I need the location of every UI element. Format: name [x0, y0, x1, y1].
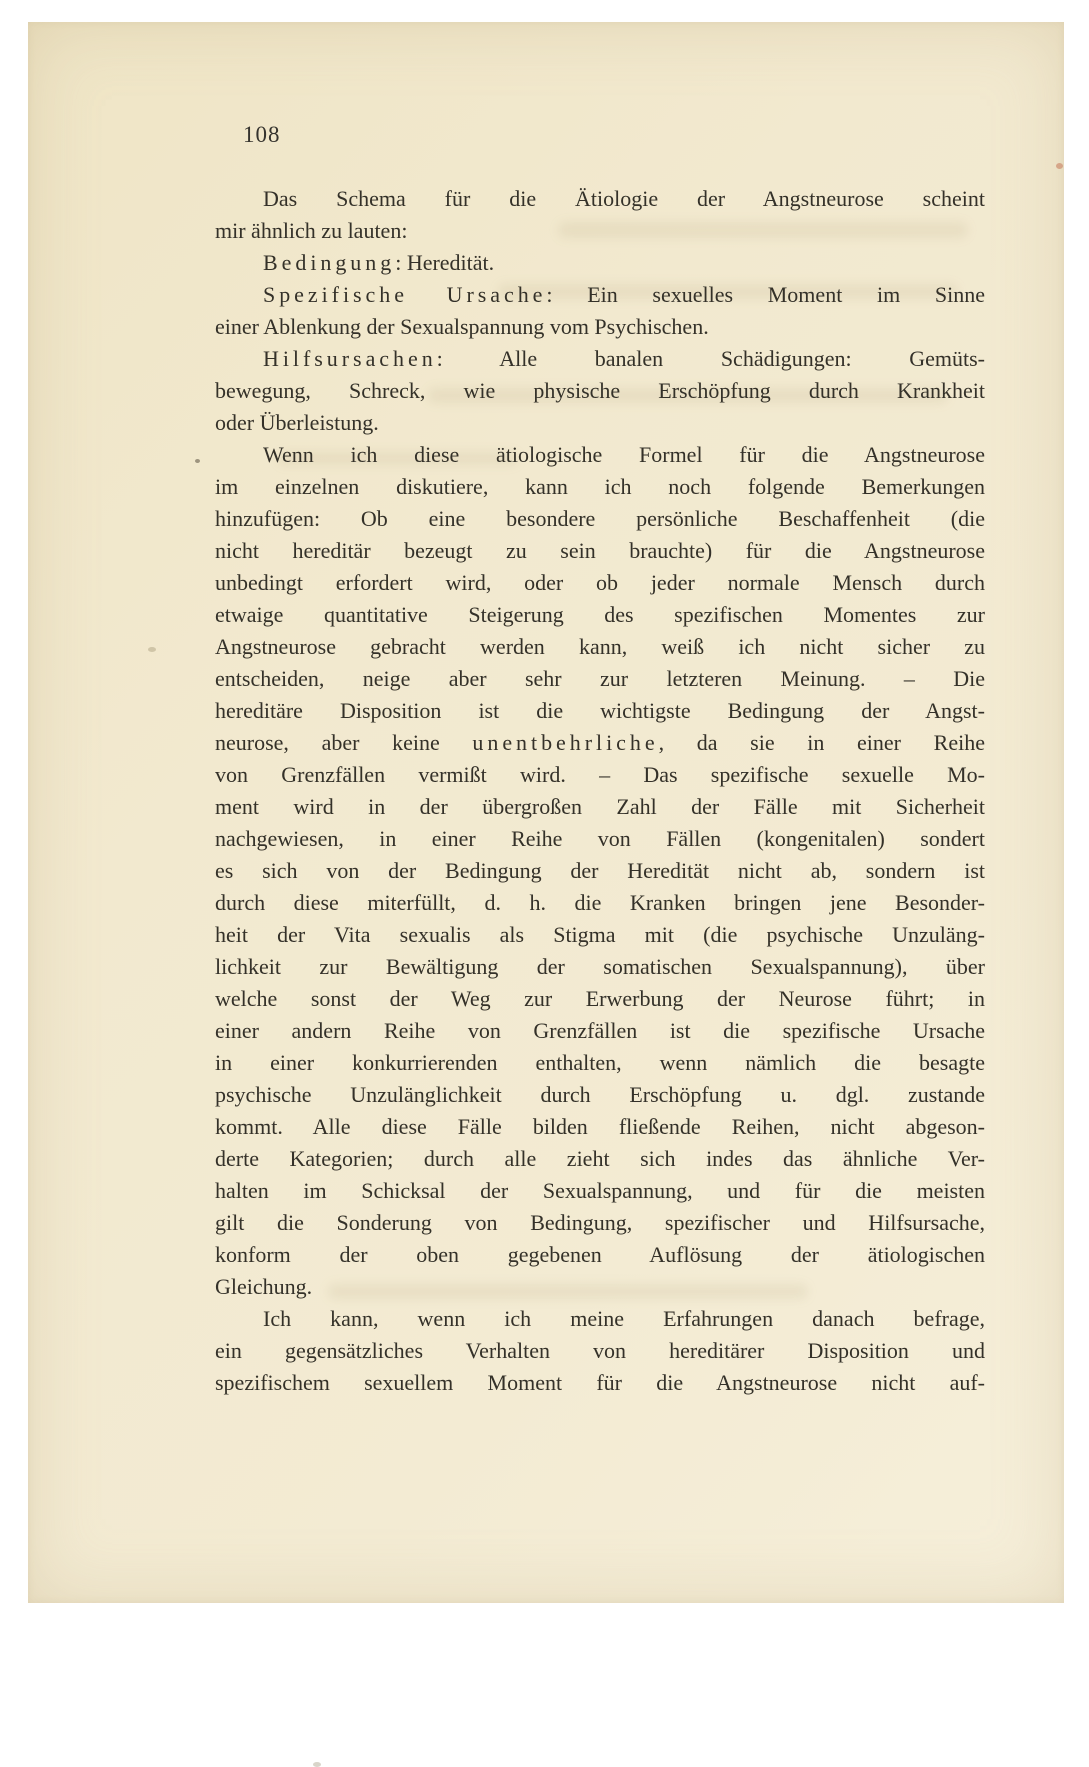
- text-line: [215, 1143, 985, 1175]
- text-segment: psychische Unzulänglichkeit durch Erschöpfung u. dgl. zustande: [215, 1082, 985, 1107]
- text-line: [215, 471, 985, 503]
- text-segment: ein gegensätzliches Verhalten von hereditärer Disposition und: [215, 1338, 985, 1363]
- paper-speck: [148, 647, 156, 652]
- spaced-emphasis-term: Bedingung: [263, 250, 396, 275]
- text-segment: welche sonst der Weg zur Erwerbung der Neurose führt; in: [215, 986, 985, 1011]
- text-line: [215, 1271, 985, 1303]
- text-line: [215, 887, 985, 919]
- text-line: [215, 535, 985, 567]
- text-segment: ment wird in der übergroßen Zahl der Fälle mit Sicherheit: [215, 794, 985, 819]
- text-segment: heit der Vita sexualis als Stigma mit (die psychische Unzuläng-: [215, 922, 985, 947]
- text-line: [215, 279, 985, 311]
- text-segment: entscheiden, neige aber sehr zur letzteren Meinung. – Die: [215, 666, 985, 691]
- text-segment: es sich von der Bedingung der Heredität nicht ab, sondern ist: [215, 858, 985, 883]
- text-line: [215, 983, 985, 1015]
- text-line: [215, 759, 985, 791]
- text-segment: : Alle banalen Schädigungen: Gemüts-: [436, 346, 985, 371]
- text-segment: mir ähnlich zu lauten:: [215, 218, 408, 243]
- text-segment: gilt die Sonderung von Bedingung, spezifischer und Hilfsursache,: [215, 1210, 985, 1235]
- text-line: [215, 727, 985, 759]
- text-line: [215, 1015, 985, 1047]
- text-segment: im einzelnen diskutiere, kann ich noch folgende Bemerkungen: [215, 474, 985, 499]
- text-line: [215, 215, 985, 247]
- text-line: [215, 631, 985, 663]
- text-segment: einer andern Reihe von Grenzfällen ist die spezifische Ursache: [215, 1018, 985, 1043]
- text-segment: etwaige quantitative Steigerung des spezifischen Momentes zur: [215, 602, 985, 627]
- text-segment: unbedingt erfordert wird, oder ob jeder normale Mensch durch: [215, 570, 985, 595]
- text-line: [215, 1047, 985, 1079]
- text-segment: Angstneurose gebracht werden kann, weiß ich nicht sicher zu: [215, 634, 985, 659]
- text-segment: lichkeit zur Bewältigung der somatischen Sexualspannung), über: [215, 954, 985, 979]
- text-segment: nicht hereditär bezeugt zu sein brauchte) für die Angstneurose: [215, 538, 985, 563]
- text-block: [215, 183, 985, 1399]
- text-line: [215, 1239, 985, 1271]
- text-line: [215, 1079, 985, 1111]
- text-segment: oder Überleistung.: [215, 410, 379, 435]
- text-line: [215, 247, 985, 279]
- spaced-emphasis-term: Spezifische Ursache: [263, 282, 547, 307]
- spaced-emphasis-term: unentbehrliche: [472, 730, 659, 755]
- text-segment: in einer konkurrierenden enthalten, wenn nämlich die besagte: [215, 1050, 985, 1075]
- paper-speck: [1056, 163, 1063, 169]
- text-line: [215, 183, 985, 215]
- text-segment: durch diese miterfüllt, d. h. die Kranken bringen jene Besonder-: [215, 890, 985, 915]
- text-line: [215, 1111, 985, 1143]
- text-segment: von Grenzfällen vermißt wird. – Das spezifische sexuelle Mo-: [215, 762, 985, 787]
- text-segment: nachgewiesen, in einer Reihe von Fällen (kongenitalen) sondert: [215, 826, 985, 851]
- text-segment: hinzufügen: Ob eine besondere persönliche Beschaffenheit (die: [215, 506, 985, 531]
- text-line: [215, 599, 985, 631]
- text-segment: neurose, aber keine: [215, 730, 473, 755]
- text-line: [215, 567, 985, 599]
- text-segment: Ich kann, wenn ich meine Erfahrungen danach befrage,: [263, 1306, 985, 1331]
- text-segment: hereditäre Disposition ist die wichtigste Bedingung der Angst-: [215, 698, 985, 723]
- paper-speck: [195, 459, 200, 463]
- text-line: [215, 663, 985, 695]
- text-line: [215, 375, 985, 407]
- page-number: 108: [243, 122, 281, 147]
- text-segment: halten im Schicksal der Sexualspannung, und für die meisten: [215, 1178, 985, 1203]
- text-segment: spezifischem sexuellem Moment für die Angstneurose nicht auf-: [215, 1370, 985, 1395]
- text-segment: Gleichung.: [215, 1274, 313, 1299]
- text-line: [215, 919, 985, 951]
- text-line: [215, 311, 985, 343]
- text-segment: kommt. Alle diese Fälle bilden fließende Reihen, nicht abgeson-: [215, 1114, 985, 1139]
- text-segment: : Ein sexuelles Moment im Sinne: [546, 282, 985, 307]
- text-line: [215, 503, 985, 535]
- text-segment: konform der oben gegebenen Auflösung der ätiologischen: [215, 1242, 985, 1267]
- text-line: [215, 1175, 985, 1207]
- text-line: [215, 439, 985, 471]
- text-line: [215, 1367, 985, 1399]
- text-segment: derte Kategorien; durch alle zieht sich indes das ähnliche Ver-: [215, 1146, 985, 1171]
- text-segment: Wenn ich diese ätiologische Formel für die Angstneurose: [263, 442, 985, 467]
- text-line: [215, 1207, 985, 1239]
- text-line: [215, 855, 985, 887]
- text-line: [215, 791, 985, 823]
- text-line: [215, 823, 985, 855]
- scanned-page: [28, 22, 1064, 1603]
- text-segment: Das Schema für die Ätiologie der Angstneurose scheint: [263, 186, 985, 211]
- text-segment: , da sie in einer Reihe: [658, 730, 985, 755]
- text-segment: : Heredität.: [395, 250, 495, 275]
- text-segment: einer Ablenkung der Sexualspannung vom Psychischen.: [215, 314, 709, 339]
- text-line: [215, 1335, 985, 1367]
- text-line: [215, 951, 985, 983]
- paper-speck: [313, 1762, 321, 1767]
- text-line: [215, 407, 985, 439]
- text-line: [215, 343, 985, 375]
- text-line: [215, 1303, 985, 1335]
- text-segment: bewegung, Schreck, wie physische Erschöpfung durch Krankheit: [215, 378, 985, 403]
- text-line: [215, 695, 985, 727]
- spaced-emphasis-term: Hilfsursachen: [263, 346, 437, 371]
